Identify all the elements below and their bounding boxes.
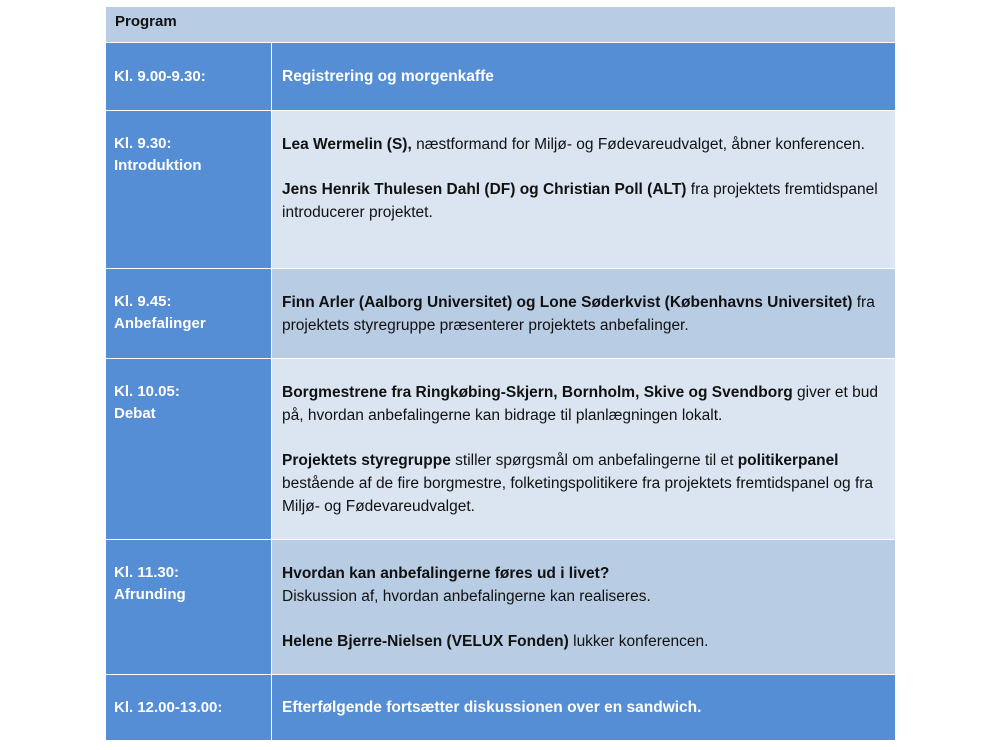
time-label: Kl. 10.05: — [114, 383, 180, 400]
time-cell — [106, 111, 272, 269]
table-row — [106, 540, 896, 675]
table-row — [106, 43, 896, 111]
paragraph — [282, 178, 885, 224]
content-cell: Registrering og morgenkaffe — [272, 43, 896, 111]
session-label: Anbefalinger — [114, 315, 206, 332]
content-cell — [272, 359, 896, 540]
description-text: stiller spørgsmål om anbefalingerne til et — [450, 452, 738, 469]
paragraph — [282, 630, 885, 653]
description-text: fra projektets fremtidspanel introducerer projektet. — [282, 181, 878, 221]
content-cell — [272, 269, 896, 359]
table-row — [106, 269, 896, 359]
content-cell — [272, 111, 896, 269]
content-cell — [272, 540, 896, 675]
session-label: Debat — [114, 405, 156, 422]
panel-name: politikerpanel — [737, 452, 839, 469]
paragraph — [282, 562, 885, 608]
time-label: Kl. 11.30: — [114, 564, 180, 581]
program-table — [105, 6, 896, 741]
description-text: fra projektets styregruppe præsenterer projektets anbefalinger. — [282, 294, 875, 334]
time-cell — [106, 269, 272, 359]
program-title: Program — [106, 7, 896, 43]
time-cell: Kl. 9.00-9.30: — [106, 43, 272, 111]
paragraph — [282, 133, 885, 156]
description-text: lukker konferencen. — [568, 633, 709, 650]
speaker-name: Jens Henrik Thulesen Dahl (DF) og Christian Poll (ALT) — [282, 181, 687, 198]
description-text: Diskussion af, hvordan anbefalingerne kan realiseres. — [282, 588, 651, 605]
speaker-name: Borgmestrene fra Ringkøbing-Skjern, Bornholm, Skive og Svendborg — [282, 384, 793, 401]
time-cell — [106, 540, 272, 675]
session-label: Afrunding — [114, 586, 186, 603]
speaker-name: Projektets styregruppe — [282, 452, 451, 469]
paragraph — [282, 449, 885, 518]
time-cell — [106, 359, 272, 540]
paragraph — [282, 291, 885, 337]
time-label: Kl. 9.30: — [114, 135, 172, 152]
table-row — [106, 675, 896, 741]
content-cell: Efterfølgende fortsætter diskussionen over en sandwich. — [272, 675, 896, 741]
speaker-name: Helene Bjerre-Nielsen (VELUX Fonden) — [282, 633, 569, 650]
paragraph — [282, 381, 885, 427]
time-cell: Kl. 12.00-13.00: — [106, 675, 272, 741]
session-label: Introduktion — [114, 157, 202, 174]
table-header-row — [106, 7, 896, 43]
table-row — [106, 111, 896, 269]
question-heading: Hvordan kan anbefalingerne føres ud i livet? — [282, 565, 610, 582]
description-text: bestående af de fire borgmestre, folketingspolitikere fra projektets fremtidspanel og fra Miljø- og Fødevareudvalget. — [282, 475, 874, 515]
speaker-name: Finn Arler (Aalborg Universitet) og Lone Søderkvist (Københavns Universitet) — [282, 294, 853, 311]
description-text: giver et bud på, hvordan anbefalingerne kan bidrage til planlægningen lokalt. — [282, 384, 879, 424]
speaker-name: Lea Wermelin (S), — [282, 136, 412, 153]
time-label: Kl. 9.45: — [114, 293, 172, 310]
table-row — [106, 359, 896, 540]
description-text: næstformand for Miljø- og Fødevareudvalget, åbner konferencen. — [411, 136, 865, 153]
